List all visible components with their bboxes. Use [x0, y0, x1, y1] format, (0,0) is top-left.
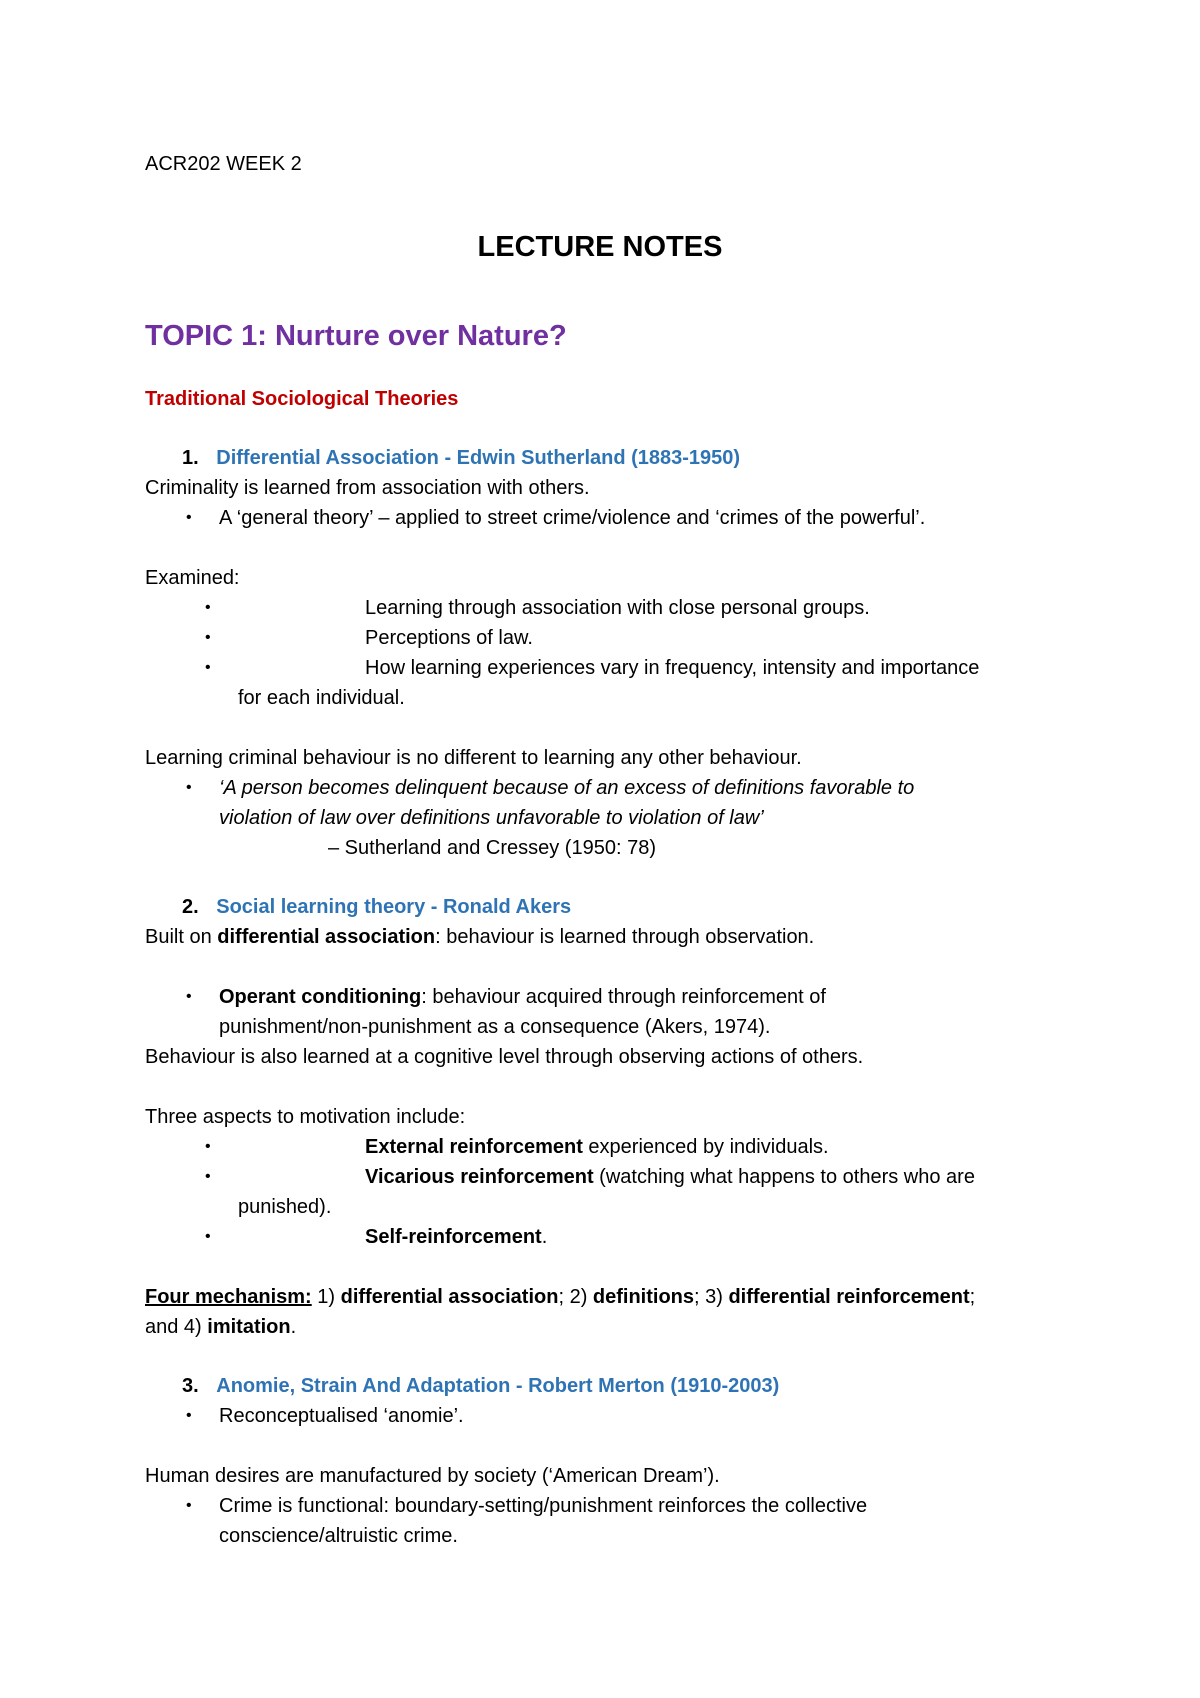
item2-heading-line	[182, 894, 571, 920]
text-run: ; 3)	[694, 1286, 729, 1308]
text-run: and 4)	[145, 1316, 208, 1338]
item3-bullet-2: Crime is functional: boundary-setting/punishment reinforces the collective	[219, 1495, 868, 1517]
item1-intro: Criminality is learned from association with others.	[145, 477, 590, 499]
examined-label: Examined:	[145, 567, 240, 589]
item1-number: 1.	[182, 447, 199, 469]
four-mechanism-label: Four mechanism:	[145, 1286, 312, 1308]
text-run: ; 2)	[558, 1286, 593, 1308]
operant-line	[219, 984, 826, 1010]
bullet-icon: •	[186, 509, 192, 526]
bold-term: Self-reinforcement	[365, 1226, 542, 1248]
aspect-item	[365, 1164, 975, 1190]
bold-term: imitation	[207, 1316, 291, 1338]
cognitive-line: Behaviour is also learned at a cognitive level through observing actions of others.	[145, 1046, 864, 1068]
item2-built-line	[145, 924, 814, 950]
bullet-icon: •	[205, 1168, 211, 1185]
item3-bullet: Reconceptualised ‘anomie’.	[219, 1405, 464, 1427]
operant-continued: punishment/non-punishment as a consequence (Akers, 1974).	[219, 1016, 771, 1038]
text-run: : behaviour acquired through reinforcement of	[421, 986, 826, 1008]
bold-term: Vicarious reinforcement	[365, 1166, 594, 1188]
bullet-icon: •	[186, 1497, 192, 1514]
text-run: Built on	[145, 926, 218, 948]
bold-term: External reinforcement	[365, 1136, 583, 1158]
item2-number: 2.	[182, 896, 199, 918]
three-aspects-label: Three aspects to motivation include:	[145, 1106, 466, 1128]
aspect-item	[365, 1224, 547, 1250]
page-title: LECTURE NOTES	[477, 231, 723, 263]
bullet-icon: •	[205, 1228, 211, 1245]
bold-term: Operant conditioning	[219, 986, 422, 1008]
bullet-icon: •	[186, 988, 192, 1005]
examined-item-continued: for each individual.	[238, 687, 405, 709]
text-run: : behaviour is learned through observation.	[435, 926, 815, 948]
bullet-icon: •	[205, 1138, 211, 1155]
bullet-icon: •	[205, 659, 211, 676]
item1-bullet: A ‘general theory’ – applied to street crime/violence and ‘crimes of the powerful’.	[219, 507, 926, 529]
examined-item: Learning through association with close personal groups.	[365, 597, 870, 619]
bullet-icon: •	[186, 779, 192, 796]
quote-source: – Sutherland and Cressey (1950: 78)	[328, 837, 656, 859]
bold-term: differential reinforcement	[728, 1286, 970, 1308]
bold-term: differential association	[340, 1286, 559, 1308]
text-run: 1)	[311, 1286, 341, 1308]
quote-line: ‘A person becomes delinquent because of an excess of definitions favorable to	[219, 777, 915, 799]
bullet-icon: •	[186, 1407, 192, 1424]
text-run: .	[290, 1316, 297, 1338]
text-run: experienced by individuals.	[582, 1136, 829, 1158]
examined-item: How learning experiences vary in frequency, intensity and importance	[365, 657, 980, 679]
item3-bullet-2-continued: conscience/altruistic crime.	[219, 1525, 458, 1547]
bold-term: definitions	[592, 1286, 695, 1308]
item3-heading-line	[182, 1373, 779, 1399]
section-heading: Traditional Sociological Theories	[145, 388, 459, 410]
bullet-icon: •	[205, 629, 211, 646]
item1-heading: Differential Association - Edwin Sutherland (1883-1950)	[216, 447, 741, 469]
aspect-item-continued: punished).	[238, 1196, 332, 1218]
topic-heading: TOPIC 1: Nurture over Nature?	[145, 320, 567, 352]
desires-line: Human desires are manufactured by society (‘American Dream’).	[145, 1465, 720, 1487]
bullet-icon: •	[205, 599, 211, 616]
four-mechanism-line-2	[145, 1314, 296, 1340]
item2-heading: Social learning theory - Ronald Akers	[216, 896, 572, 918]
learning-paragraph: Learning criminal behaviour is no different to learning any other behaviour.	[145, 747, 802, 769]
aspect-item	[365, 1134, 829, 1160]
four-mechanism-line	[145, 1284, 975, 1310]
text-run: .	[541, 1226, 548, 1248]
course-code: ACR202 WEEK 2	[145, 153, 302, 175]
item3-number: 3.	[182, 1375, 199, 1397]
text-run: (watching what happens to others who are	[593, 1166, 975, 1188]
quote-line: violation of law over definitions unfavorable to violation of law’	[219, 807, 764, 829]
examined-item: Perceptions of law.	[365, 627, 533, 649]
item1-heading-line	[182, 445, 740, 471]
bold-term: differential association	[217, 926, 436, 948]
item3-heading: Anomie, Strain And Adaptation - Robert Merton (1910-2003)	[216, 1375, 780, 1397]
text-run: ;	[969, 1286, 976, 1308]
